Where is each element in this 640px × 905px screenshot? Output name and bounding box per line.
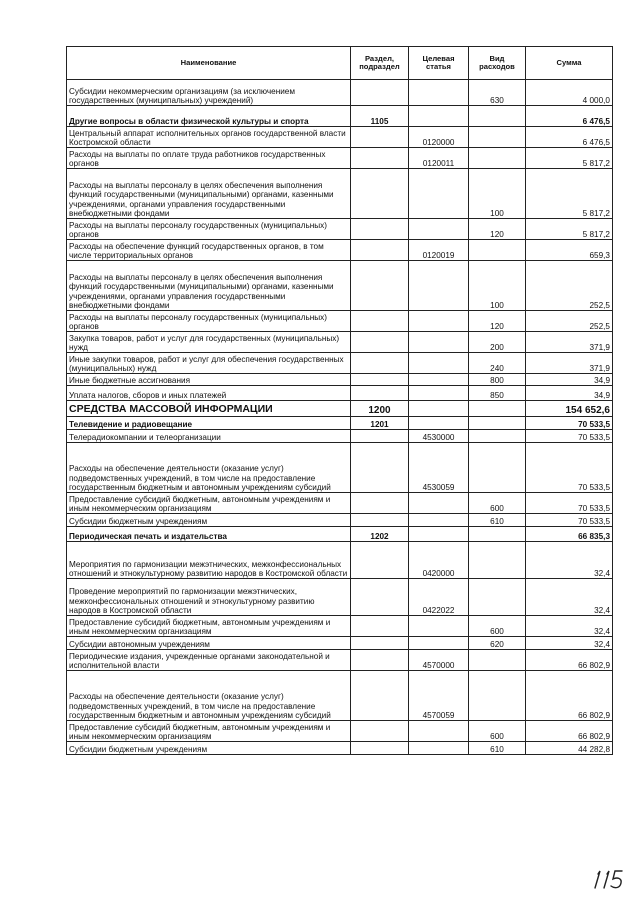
cell-article xyxy=(409,721,469,742)
table-row xyxy=(67,353,613,374)
cell-article: 0422022 xyxy=(409,579,469,616)
cell-type xyxy=(469,148,526,169)
cell-name: Предоставление субсидий бюджетным, автономным учреждениям и иным некоммерческим организациям xyxy=(67,493,351,514)
cell-name: Телевидение и радиовещание xyxy=(67,417,351,430)
cell-type xyxy=(469,542,526,579)
header-sum: Сумма xyxy=(526,47,613,80)
table-row xyxy=(67,542,613,579)
cell-type: 600 xyxy=(469,721,526,742)
table-row xyxy=(67,514,613,527)
cell-type xyxy=(469,401,526,417)
cell-type: 800 xyxy=(469,374,526,386)
cell-name: СРЕДСТВА МАССОВОЙ ИНФОРМАЦИИ xyxy=(67,401,351,417)
cell-section xyxy=(351,493,409,514)
cell-section xyxy=(351,637,409,650)
cell-name: Расходы на выплаты персоналу в целях обеспечения выполнения функций государственными (муниципальными) органами, казенными учреждениями, органами управления государственными внебюджетными фондами xyxy=(67,169,351,219)
cell-type: 240 xyxy=(469,353,526,374)
cell-type xyxy=(469,106,526,127)
cell-section xyxy=(351,311,409,332)
cell-article xyxy=(409,401,469,417)
cell-name: Иные закупки товаров, работ и услуг для обеспечения государственных (муниципальных) нужд xyxy=(67,353,351,374)
header-type: Вид расходов xyxy=(469,47,526,80)
cell-name: Субсидии бюджетным учреждениям xyxy=(67,742,351,755)
cell-article: 4570059 xyxy=(409,671,469,721)
table-row xyxy=(67,637,613,650)
cell-sum: 32,4 xyxy=(526,616,613,637)
cell-sum: 66 802,9 xyxy=(526,671,613,721)
cell-type xyxy=(469,240,526,261)
cell-type xyxy=(469,650,526,671)
cell-name: Предоставление субсидий бюджетным, автономным учреждениям и иным некоммерческим организациям xyxy=(67,721,351,742)
cell-article xyxy=(409,386,469,401)
cell-name: Расходы на выплаты персоналу государственных (муниципальных) органов xyxy=(67,219,351,240)
cell-section xyxy=(351,240,409,261)
cell-section: 1202 xyxy=(351,527,409,542)
cell-type xyxy=(469,579,526,616)
cell-sum: 5 817,2 xyxy=(526,219,613,240)
cell-name: Центральный аппарат исполнительных органов государственной власти Костромской области xyxy=(67,127,351,148)
cell-sum: 4 000,0 xyxy=(526,80,613,106)
cell-sum: 34,9 xyxy=(526,374,613,386)
table-row xyxy=(67,430,613,443)
table-row xyxy=(67,671,613,721)
cell-name: Расходы на выплаты по оплате труда работников государственных органов xyxy=(67,148,351,169)
cell-article xyxy=(409,169,469,219)
cell-name: Другие вопросы в области физической культуры и спорта xyxy=(67,106,351,127)
cell-sum: 70 533,5 xyxy=(526,493,613,514)
cell-sum: 70 533,5 xyxy=(526,443,613,493)
table-row xyxy=(67,80,613,106)
cell-article xyxy=(409,332,469,353)
cell-type: 120 xyxy=(469,311,526,332)
cell-section xyxy=(351,148,409,169)
cell-sum: 66 835,3 xyxy=(526,527,613,542)
cell-section xyxy=(351,430,409,443)
cell-article: 4530059 xyxy=(409,443,469,493)
cell-article xyxy=(409,311,469,332)
cell-name: Расходы на выплаты персоналу государственных (муниципальных) органов xyxy=(67,311,351,332)
cell-article xyxy=(409,417,469,430)
cell-sum: 66 802,9 xyxy=(526,721,613,742)
cell-section xyxy=(351,671,409,721)
cell-name: Расходы на обеспечение функций государственных органов, в том числе территориальных органов xyxy=(67,240,351,261)
cell-section xyxy=(351,721,409,742)
cell-name: Уплата налогов, сборов и иных платежей xyxy=(67,386,351,401)
cell-sum: 70 533,5 xyxy=(526,417,613,430)
cell-type: 850 xyxy=(469,386,526,401)
table-row xyxy=(67,332,613,353)
cell-type: 600 xyxy=(469,616,526,637)
table-row xyxy=(67,493,613,514)
cell-type: 620 xyxy=(469,637,526,650)
table-row xyxy=(67,579,613,616)
cell-type: 630 xyxy=(469,80,526,106)
table-row xyxy=(67,527,613,542)
cell-sum: 6 476,5 xyxy=(526,127,613,148)
cell-name: Иные бюджетные ассигнования xyxy=(67,374,351,386)
cell-sum: 70 533,5 xyxy=(526,514,613,527)
cell-sum: 154 652,6 xyxy=(526,401,613,417)
cell-section: 1105 xyxy=(351,106,409,127)
cell-article: 4530000 xyxy=(409,430,469,443)
cell-type: 200 xyxy=(469,332,526,353)
cell-section xyxy=(351,219,409,240)
cell-type xyxy=(469,527,526,542)
table-row xyxy=(67,106,613,127)
cell-article: 0120011 xyxy=(409,148,469,169)
table-row xyxy=(67,386,613,401)
cell-type xyxy=(469,671,526,721)
table-row xyxy=(67,148,613,169)
cell-article xyxy=(409,80,469,106)
cell-section xyxy=(351,616,409,637)
cell-article xyxy=(409,514,469,527)
cell-name: Расходы на обеспечение деятельности (оказание услуг) подведомственных учреждений, в том числе на предоставление государственным бюджетным и автономным учреждениям субсидий xyxy=(67,443,351,493)
cell-article: 0120019 xyxy=(409,240,469,261)
cell-sum: 371,9 xyxy=(526,332,613,353)
cell-sum: 34,9 xyxy=(526,386,613,401)
cell-section: 1200 xyxy=(351,401,409,417)
cell-section xyxy=(351,332,409,353)
cell-article: 0120000 xyxy=(409,127,469,148)
cell-section xyxy=(351,742,409,755)
cell-type: 100 xyxy=(469,261,526,311)
cell-section xyxy=(351,386,409,401)
cell-sum: 252,5 xyxy=(526,261,613,311)
cell-section xyxy=(351,514,409,527)
table-row xyxy=(67,417,613,430)
table-row xyxy=(67,219,613,240)
cell-sum: 5 817,2 xyxy=(526,169,613,219)
cell-sum: 32,4 xyxy=(526,542,613,579)
cell-name: Проведение мероприятий по гармонизации межэтнических, межконфессиональных отношений и этнокультурному развитию народов в Костромской области xyxy=(67,579,351,616)
cell-section xyxy=(351,127,409,148)
table-row xyxy=(67,443,613,493)
table-row xyxy=(67,240,613,261)
table-row xyxy=(67,401,613,417)
cell-article: 0420000 xyxy=(409,542,469,579)
cell-article: 4570000 xyxy=(409,650,469,671)
cell-section xyxy=(351,443,409,493)
budget-table xyxy=(66,46,613,755)
cell-sum: 66 802,9 xyxy=(526,650,613,671)
cell-article xyxy=(409,637,469,650)
cell-type: 600 xyxy=(469,493,526,514)
cell-section xyxy=(351,650,409,671)
cell-section xyxy=(351,542,409,579)
table-body xyxy=(67,80,613,755)
cell-article xyxy=(409,374,469,386)
cell-section xyxy=(351,169,409,219)
cell-type: 100 xyxy=(469,169,526,219)
cell-type: 120 xyxy=(469,219,526,240)
cell-name: Периодическая печать и издательства xyxy=(67,527,351,542)
cell-sum: 5 817,2 xyxy=(526,148,613,169)
cell-sum: 371,9 xyxy=(526,353,613,374)
cell-type xyxy=(469,443,526,493)
cell-name: Субсидии бюджетным учреждениям xyxy=(67,514,351,527)
cell-name: Субсидии автономным учреждениям xyxy=(67,637,351,650)
cell-article xyxy=(409,106,469,127)
cell-sum: 252,5 xyxy=(526,311,613,332)
cell-name: Расходы на обеспечение деятельности (оказание услуг) подведомственных учреждений, в том числе на предоставление государственным бюджетным и автономным учреждениям субсидий xyxy=(67,671,351,721)
cell-article xyxy=(409,616,469,637)
cell-name: Телерадиокомпании и телеорганизации xyxy=(67,430,351,443)
cell-section xyxy=(351,353,409,374)
table-row xyxy=(67,742,613,755)
cell-article xyxy=(409,261,469,311)
cell-article xyxy=(409,353,469,374)
cell-sum: 70 533,5 xyxy=(526,430,613,443)
table-row xyxy=(67,721,613,742)
cell-section: 1201 xyxy=(351,417,409,430)
cell-type: 610 xyxy=(469,514,526,527)
table-row xyxy=(67,127,613,148)
cell-sum: 32,4 xyxy=(526,579,613,616)
table-row xyxy=(67,311,613,332)
table-header-row xyxy=(67,47,613,80)
cell-section xyxy=(351,374,409,386)
cell-sum: 44 282,8 xyxy=(526,742,613,755)
table-row xyxy=(67,169,613,219)
table-row xyxy=(67,616,613,637)
cell-article xyxy=(409,219,469,240)
cell-type xyxy=(469,127,526,148)
cell-sum: 32,4 xyxy=(526,637,613,650)
cell-article xyxy=(409,527,469,542)
header-article: Целевая статья xyxy=(409,47,469,80)
cell-name: Мероприятия по гармонизации межэтнических, межконфессиональных отношений и этнокультурному развитию народов в Костромской области xyxy=(67,542,351,579)
cell-name: Периодические издания, учрежденные органами законодательной и исполнительной власти xyxy=(67,650,351,671)
cell-sum: 6 476,5 xyxy=(526,106,613,127)
cell-name: Расходы на выплаты персоналу в целях обеспечения выполнения функций государственными (муниципальными) органами, казенными учреждениями, органами управления государственными внебюджетными фондами xyxy=(67,261,351,311)
cell-name: Предоставление субсидий бюджетным, автономным учреждениям и иным некоммерческим организациям xyxy=(67,616,351,637)
cell-name: Субсидии некоммерческим организациям (за исключением государственных (муниципальных) учреждений) xyxy=(67,80,351,106)
cell-type: 610 xyxy=(469,742,526,755)
cell-section xyxy=(351,579,409,616)
cell-type xyxy=(469,417,526,430)
table-row xyxy=(67,261,613,311)
cell-section xyxy=(351,80,409,106)
cell-sum: 659,3 xyxy=(526,240,613,261)
cell-article xyxy=(409,493,469,514)
table-row xyxy=(67,650,613,671)
handwritten-page-number xyxy=(589,866,629,892)
cell-article xyxy=(409,742,469,755)
cell-name: Закупка товаров, работ и услуг для государственных (муниципальных) нужд xyxy=(67,332,351,353)
cell-section xyxy=(351,261,409,311)
header-name: Наименование xyxy=(67,47,351,80)
table-row xyxy=(67,374,613,386)
header-section: Раздел, подраздел xyxy=(351,47,409,80)
cell-type xyxy=(469,430,526,443)
